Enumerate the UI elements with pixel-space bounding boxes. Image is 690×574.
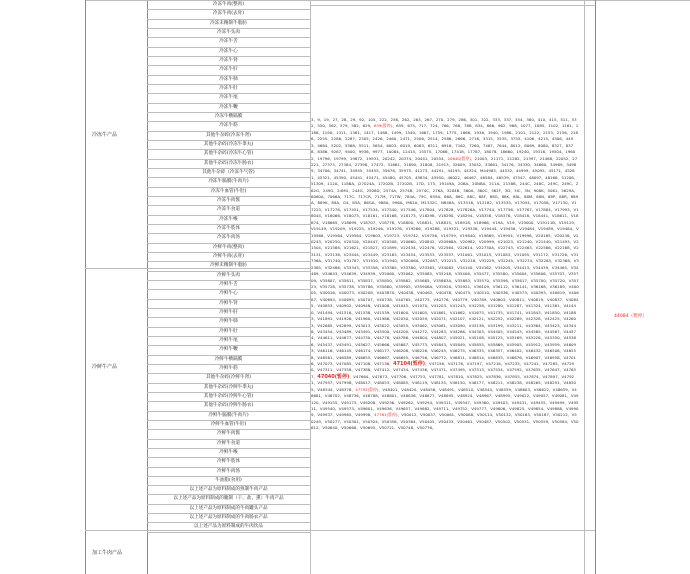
product-name: 冷冻牛肉汤 [217, 235, 240, 240]
product-name: 其他牛杂碎(冷冻牛肠衣) [203, 161, 254, 166]
product-name: 冷冻牛血管(牛肚) [210, 189, 247, 194]
code-run: 380、410、415、511、532、550、562、579、582、629、 [311, 117, 577, 129]
code-run: 、V50012、V50037、V50061、V50088、V50114、V50132、V50163、V50187、V50212、V50249、V50277、V50301、V50324、V50356、V50384、V50405、V50433、V50461、V50487、V50502、V50531、V50559、V50584、V50612、V50640、V50668、V50695、V50721、V50748、V50776。 [311, 412, 579, 431]
product-name: 冷冻牛肺 [219, 77, 238, 82]
product-name: 冷鲜牛鞭 [219, 347, 238, 352]
product-name: 冷鲜牛肺 [219, 319, 238, 324]
code-run: 、21003、21171、21282、21397、21488、22052、27221、27373、27384、27398、27472、31661、31890、31808、31913、32609、33032、33681、34176、34330、34860、34969、34989、34706、34741、34955、35455、35678、35975、41273、44191、44195、44324、M44983、44532、44999、45095、45171、45281、45321、45390、45441、45471、45480、45705、45834、45950、46022、46467、46584、46539、47547、48097、48166、51208、51309、112A、118BA、J27024A、17202B、17202B、17D、175、19149A、20BA、20NBA、211A、2158B、244C、248C、249C、249C、262G、249G、24MU、244G、2508D、2574A、2574B、2574C、276A、3204B、360A、360C、362F、3D、3IC、3N、908K、5061、5629A、6060A、7066A、717C、717CR、717M、717W、784A、79C、859A、86A、86C、88C、88F、88G、88K、88L、88M、88N、88P、88R、889A、889K、89A、G4、85A、86GA、988A、996A、M81A、M1332C、N848A、V13516、V12182、V13535、V17054、V17058、V17130、V17223、V17278、V17451、V17534、V17540、V17546、V17804、V17828、V17826A、V17744、V17756、V17767、V17884、V17993、V18044、V18066、V18073、V18161、V18168、V18173、V18298、V18290、V18294、V18358、V18376、V18418、V18441、V18611、V18674、V18665、V18699、V18707、V18778、V18800、V18811、V18815、V18918、V18966、V19A、V19、V19000、V19111B、V19129、V19149、V19209、V19225、V19246、V19276、V19286、V19288、V19331、V19336、V19444、V19458、V19484、V19489、V19484、V19566、V19564、V19584、V19603、V19723、V19742、V19756、V19759、V19840、V19869、V19954、V19996、V20185、V20238、V20243、V20250、V20316、V20447、V20508、V20660、V20842、V20968A、V20982、V20999、V21023、V21240、V21440、V21493、V21504、V21588、V21621、V21827、V21899、V22434、V22476、V22564、V22614、V22730A、V22743、V22463、V22586、V22168、V23131、V23136、V23444、V23449、V23163、V23454、V23553、V23557、V31061、V31015、V31083、V31095、V31172、V31726、V31736A、V31740、V31787、V31910、V31940、V32006A、V32087、V32215、V32218、V32229、V32245、V32274、V32283、V32368、V32385、V32486、V33343、V33358、V33365、V33380、V33363、V34083、V34140、V34162、V34205、V34413、V34439、V34465、V34489、V34643、V34659、V34939、V35060、V35062、V35085、V35248、V35406、V35477、V35580、V35604、V35606、V35707、V35709、V35807、V35811、V35837、V35850、V35862、V35685、V35863A、V35883、V35570、V35598、V35617、V35700、V35720、V35723、V35728、V35738、V35786、V35880、V35905、V35908A、V35920、V35921、V36109、V36112、V36141、V36168、V36189、V40005、V40016、V40073、V40208、V40387A、V40438、V40462、V40478、V40475、V40510、V40536、V40573、V40593、V40619、V40687、V40694、V40695、V40707、V40738、V40765、V40773、V40776、V40779、V40789、V40803、V40811、V40819、V40837、V40845、V40853、V40902、V40948、V41008、V41045、V41070、V41203、V41243、V41258、V41280、V41287、V41324、V41361、V41440、V41494、V41516、V41538、V41539、V41600、V41605、V41661、V41662、V41675、V41735、V41741、V41843、V41850、V41883、V41891、V41926、V41960、V41986、V42030、V42059、V42071、V42107、V42121、V42252、V42269、V42328、V42425、V42603、V42685、V42899、V43013、V43022、V43055、V43062、V43081、V43090、V43138、V43199、V43211、V43364、V43423、V43448、V43454、V43489、V43491、V43500、V44200、V44272、V44283、V44286、V44303、V44405、V44543、V44565、V44567、V44574、V44611、V44677、V44730、V44778、V44786、V44804、V44807、V45021、V45108、V45125、V45169、V45226、V45350、V45386、V45437、V45491、V45627、V45666、V45687、V45773、V45843、V45849、V45855、V45869、V45905、V45912、V45959、V46093、V46116、V46145、V46174、V46177、V46208、V46226、V46245、V46275、V46335、V46357、V46402、V46432、V46508、V46558、V46561、V46589、V46655、V46667、V46695、V46756、V46772、V46811、V46814、V46835、V46876、V46907、V46958、V47016、V47073、V47085、V47108、V47136、 [311, 155, 579, 367]
product-name: 冷鲜牛筋 [219, 366, 238, 371]
row-border [147, 532, 310, 533]
suspended-code: 639(暂停) [373, 123, 393, 129]
product-name: 其他牛杂碎（冷冻牛气管) [202, 170, 255, 175]
product-name: 冷鲜牛肉汤 [217, 469, 240, 474]
product-name: 冷鲜牛肢体 [217, 459, 240, 464]
product-name: 冷鲜牛肝 [219, 310, 238, 315]
col-divider-5 [595, 0, 596, 574]
product-name: 冷鲜牛食道 [217, 441, 240, 446]
code-run: 、V48401、V48420、V48456、V48491、V48510、V48544、V48559、V48603、V48622、V48659、V48681、V48702、V48736、V48788、V48801、V48836、V48877、V48895、V48924、V48967、V48995、V49022、V49057、V49081、V49120、V49155、V49173、V49208、V49236、V49262、V49294、V49311、V49347、V49380、V49403、V49431、V49455、V49499、V49511、V49540、V49573、V49601、V49636、V49657、V49682、V49711、V49752、V49777、V49806、V49825、V49854、V49888、V49909、V49937、V49965、V49998、 [311, 386, 579, 418]
product-name: 其他牛杂碎(冷冻牛肾) [206, 133, 251, 138]
product-name: 以上述产品为原料制成的熟制牛肉产品 [189, 487, 268, 492]
product-name: 冷鲜牛肉(去骨) [212, 254, 245, 259]
group-label-processed: 加工牛肉产品 [92, 550, 123, 556]
suspended-code: 47040(暂停) [317, 373, 350, 380]
product-name: 冷冻未精制牛脂肪 [210, 21, 247, 26]
product-name: 冷鲜牛肾 [219, 301, 238, 306]
product-name: 冷冻牛膈膜(牛肉片) [208, 179, 249, 184]
product-name: 冷鲜未精制牛脂肪 [210, 263, 247, 268]
product-name: 其他牛杂碎(冷鲜牛睾丸) [203, 385, 254, 390]
product-name: 冷冻牛肉(整肉) [212, 2, 245, 7]
suspended-code: 20640(暂停) [447, 155, 471, 161]
product-name: 冷冻牛肉酱 [217, 198, 240, 203]
product-name: 其他牛杂碎(冷冻牛心管) [203, 151, 254, 156]
product-name: 冷鲜牛肉(整肉) [212, 245, 245, 250]
product-name: 冷鲜牛膈膜(牛肉片) [208, 413, 249, 418]
suspended-code: 47104(暂停) [393, 361, 426, 368]
code-run: 、V47156、V47176、V47197、V47218、V47235、V47241、V47285、V47290、V47311、V47358、V47388、V47412、V47434、V47436、V47471、V47495、V47513、V47534、V47592、V47635、V47647、V47657、 [311, 361, 577, 379]
group-label-chilled: 冷鲜牛产品 [92, 364, 118, 370]
product-name: 冷冻牛肾 [219, 58, 238, 63]
product-name: 冷冻牛肢体 [217, 226, 240, 231]
product-name: 其他牛杂碎(冷鲜牛肾) [206, 375, 251, 380]
product-name: 以上述产品为原料制成的牛肉肠衣产品 [189, 515, 268, 520]
product-name: 以上述产品为原料制成的牛肉饮品 [194, 524, 263, 529]
product-name: 冷鲜牛尾 [219, 338, 238, 343]
product-name: 牛油脂(食用) [215, 478, 242, 483]
product-name: 冷鲜牛横隔膜 [214, 357, 243, 362]
product-name: 其他牛杂碎(冷鲜牛心管) [203, 394, 254, 399]
product-name: 冷冻牛鞭 [219, 105, 238, 110]
col-divider-4 [584, 0, 585, 574]
product-name: 冷鲜牛头肉 [217, 273, 240, 278]
product-name: 其他牛杂碎(冷冻牛睾丸) [203, 142, 254, 147]
product-name: 冷冻牛食道 [217, 207, 240, 212]
code-run: 3、9、19、27、28、29、92、105、222、236、262、263、267、270、279、286、301、322、333、337、354、 [311, 117, 527, 122]
product-name: 以上述产品为原料制成的腌制（干、盐、熏）牛肉产品 [173, 496, 284, 501]
suspended-code: 47792(暂停) [355, 386, 379, 392]
product-name: 冷冻牛横隔膜 [214, 114, 243, 119]
product-name: 冷鲜牛肉酱 [217, 431, 240, 436]
codes-cell-bottom [310, 530, 595, 531]
product-name: 冷冻牛肚 [219, 86, 238, 91]
product-name: 冷鲜牛喉 [219, 450, 238, 455]
establishment-codes [311, 117, 579, 432]
product-name: 冷冻牛肝 [219, 67, 238, 72]
code-run: 、V47664、V47673、V47706、V47753、V47781、V47810、V47825、V47836、V47855、V47874、V47897、V47921、V47957、V47998、V48017、V48053、V48085、V48119、V48135、V48150、V48177、V48211、V48238、V48265、V48291、V48305、V48344、V48378、 [311, 373, 577, 392]
code-run: 、659、675、717、724、766、768、788、834、866、962、968、1077、1085、1102、1161、1188、1190、1311、1361、1417、1488、1499、1540、1667、1759、1775、1866、1936、1940、1986、2101、2122、2153、2156、2186、2255、2286、2287、2305、2426、2460、2471、2506、2514、2586、2666、2716、3315、3535、3755、4106、4215、4306、4493、4684、5202、5368、5511、5654、6003、6019、6063、6311、6916、7162、7260、7467、7644、8012、8069、8080、8327、8378、8386、9287、9400、9936、9977、10084、12415、15575、17066、17418、17787、18078、18660、19240、19316、19504、19602、19796、19799、19872、19931、20242、20374、20441、20554、 [311, 123, 579, 161]
product-name: 其他牛杂碎(冷鲜牛肠衣) [203, 403, 254, 408]
codes-cell-top [310, 5, 595, 6]
suspended-code: 47781(暂停) [374, 412, 398, 418]
product-name: 冷冻牛心 [219, 49, 238, 54]
suspended-note: 44084（暂停） [614, 314, 647, 319]
group-label-frozen: 冷冻牛产品 [92, 132, 118, 138]
col-divider-1 [85, 0, 86, 574]
product-name: 冷冻牛肉(去骨) [212, 11, 245, 16]
product-name: 冷鲜牛血管(牛肚) [210, 422, 247, 427]
product-name: 冷鲜牛肚 [219, 329, 238, 334]
product-name: 冷冻牛喉 [219, 217, 238, 222]
product-name: 冷冻牛舌 [219, 39, 238, 44]
product-name: 冷冻牛尾 [219, 95, 238, 100]
product-name: 冷冻牛筋 [219, 123, 238, 128]
product-name: 冷鲜牛心 [219, 291, 238, 296]
product-name: 冷冻牛头肉 [217, 30, 240, 35]
product-name: 冷鲜牛舌 [219, 282, 238, 287]
product-name: 以上述产品为原料制成的牛肉罐头产品 [189, 506, 268, 511]
